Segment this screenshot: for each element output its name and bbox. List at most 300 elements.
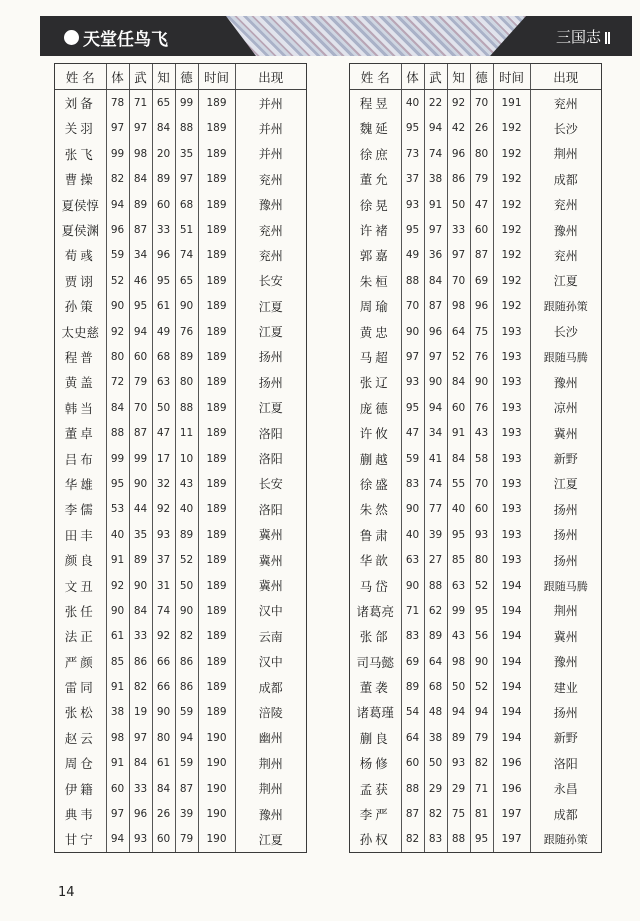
table-row xyxy=(55,395,306,420)
cell-ti: 92 xyxy=(106,319,129,344)
cell-appear: 豫州 xyxy=(530,370,601,395)
cell-zhi: 75 xyxy=(447,801,470,826)
cell-ti: 88 xyxy=(401,268,424,293)
cell-ti: 95 xyxy=(401,116,424,141)
cell-ti: 90 xyxy=(401,497,424,522)
col-header-de: 德 xyxy=(470,64,493,90)
cell-ti: 53 xyxy=(106,497,129,522)
cell-zhi: 60 xyxy=(152,192,175,217)
cell-name: 严颜 xyxy=(64,654,96,670)
cell-wu: 96 xyxy=(129,801,152,826)
cell-zhi: 96 xyxy=(152,243,175,268)
col-header-wu: 武 xyxy=(424,64,447,90)
table-row xyxy=(55,217,306,242)
table-row xyxy=(55,801,306,826)
cell-time: 193 xyxy=(493,522,530,547)
cell-ti: 64 xyxy=(401,725,424,750)
cell-wu: 77 xyxy=(424,497,447,522)
cell-wu: 87 xyxy=(424,294,447,319)
cell-zhi: 92 xyxy=(447,90,470,116)
cell-name: 许攸 xyxy=(359,426,391,442)
cell-ti: 40 xyxy=(401,522,424,547)
cell-wu: 97 xyxy=(129,116,152,141)
cell-appear: 汉中 xyxy=(235,598,306,623)
cell-appear: 兖州 xyxy=(530,243,601,268)
cell-appear: 豫州 xyxy=(530,217,601,242)
cell-wu: 97 xyxy=(129,725,152,750)
cell-de: 90 xyxy=(175,598,198,623)
cell-appear: 长安 xyxy=(235,268,306,293)
cell-de: 70 xyxy=(470,471,493,496)
cell-time: 193 xyxy=(493,395,530,420)
cell-de: 75 xyxy=(470,319,493,344)
cell-ti: 59 xyxy=(401,446,424,471)
cell-time: 190 xyxy=(198,776,235,801)
cell-ti: 40 xyxy=(106,522,129,547)
cell-time: 194 xyxy=(493,624,530,649)
cell-name: 马岱 xyxy=(359,578,391,594)
cell-name: 张飞 xyxy=(64,146,96,162)
cell-time: 193 xyxy=(493,344,530,369)
cell-time: 192 xyxy=(493,192,530,217)
cell-wu: 60 xyxy=(129,344,152,369)
cell-appear: 跟随马腾 xyxy=(530,344,601,369)
cell-time: 189 xyxy=(198,370,235,395)
cell-appear: 冀州 xyxy=(235,547,306,572)
cell-wu: 79 xyxy=(129,370,152,395)
page-gutter xyxy=(0,0,40,921)
cell-zhi: 50 xyxy=(447,674,470,699)
cell-de: 86 xyxy=(175,674,198,699)
page-number: 14 xyxy=(58,885,75,900)
page-header-bar xyxy=(40,16,632,56)
cell-de: 82 xyxy=(470,751,493,776)
cell-ti: 88 xyxy=(106,420,129,445)
cell-name: 朱桓 xyxy=(359,273,391,289)
cell-time: 190 xyxy=(198,725,235,750)
cell-wu: 94 xyxy=(424,395,447,420)
cell-wu: 87 xyxy=(129,217,152,242)
cell-ti: 93 xyxy=(401,192,424,217)
cell-appear: 冀州 xyxy=(235,573,306,598)
cell-zhi: 42 xyxy=(447,116,470,141)
cell-time: 190 xyxy=(198,827,235,852)
cell-appear: 跟随孙策 xyxy=(530,294,601,319)
cell-time: 190 xyxy=(198,801,235,826)
cell-time: 192 xyxy=(493,141,530,166)
cell-de: 76 xyxy=(470,395,493,420)
table-row xyxy=(55,649,306,674)
cell-name: 张郃 xyxy=(359,629,391,645)
cell-zhi: 93 xyxy=(447,751,470,776)
cell-appear: 汉中 xyxy=(235,649,306,674)
cell-name: 夏侯渊 xyxy=(61,223,99,239)
table-row xyxy=(350,243,601,268)
table-row xyxy=(350,801,601,826)
cell-zhi: 37 xyxy=(152,547,175,572)
cell-appear: 云南 xyxy=(235,624,306,649)
cell-wu: 19 xyxy=(129,700,152,725)
cell-appear: 成都 xyxy=(235,674,306,699)
cell-zhi: 66 xyxy=(152,649,175,674)
cell-time: 189 xyxy=(198,522,235,547)
col-header-time: 时间 xyxy=(198,64,235,90)
cell-wu: 84 xyxy=(129,751,152,776)
cell-time: 193 xyxy=(493,547,530,572)
cell-ti: 40 xyxy=(401,90,424,116)
cell-de: 60 xyxy=(470,497,493,522)
table-row xyxy=(350,674,601,699)
cell-de: 59 xyxy=(175,751,198,776)
table-row xyxy=(55,90,306,116)
cell-name: 郭嘉 xyxy=(359,248,391,264)
cell-ti: 96 xyxy=(106,217,129,242)
cell-time: 196 xyxy=(493,776,530,801)
cell-name: 孙权 xyxy=(359,832,391,848)
cell-ti: 95 xyxy=(401,217,424,242)
cell-time: 189 xyxy=(198,446,235,471)
cell-zhi: 89 xyxy=(447,725,470,750)
table-row xyxy=(55,446,306,471)
cell-name: 董袭 xyxy=(359,680,391,696)
cell-name: 董卓 xyxy=(64,426,96,442)
cell-time: 193 xyxy=(493,497,530,522)
cell-name: 关羽 xyxy=(64,121,96,137)
cell-ti: 60 xyxy=(106,776,129,801)
cell-name: 荀彧 xyxy=(64,248,96,264)
cell-wu: 84 xyxy=(424,268,447,293)
cell-appear: 长沙 xyxy=(530,116,601,141)
cell-ti: 87 xyxy=(401,801,424,826)
table-row xyxy=(350,725,601,750)
cell-name: 周瑜 xyxy=(359,299,391,315)
cell-wu: 38 xyxy=(424,167,447,192)
cell-appear: 新野 xyxy=(530,725,601,750)
cell-name: 朱然 xyxy=(359,502,391,518)
table-row xyxy=(55,674,306,699)
col-header-ti: 体 xyxy=(401,64,424,90)
cell-time: 189 xyxy=(198,243,235,268)
cell-ti: 89 xyxy=(401,674,424,699)
cell-appear: 江夏 xyxy=(235,294,306,319)
cell-ti: 97 xyxy=(106,116,129,141)
cell-appear: 冀州 xyxy=(530,624,601,649)
cell-name: 魏延 xyxy=(359,121,391,137)
cell-name: 徐晃 xyxy=(359,197,391,213)
table-row xyxy=(350,547,601,572)
cell-time: 196 xyxy=(493,751,530,776)
cell-zhi: 65 xyxy=(152,90,175,116)
cell-zhi: 61 xyxy=(152,294,175,319)
cell-zhi: 66 xyxy=(152,674,175,699)
cell-de: 70 xyxy=(470,90,493,116)
cell-time: 197 xyxy=(493,801,530,826)
cell-zhi: 63 xyxy=(447,573,470,598)
cell-name: 张任 xyxy=(64,603,96,619)
cell-zhi: 63 xyxy=(152,370,175,395)
cell-time: 189 xyxy=(198,598,235,623)
cell-name: 甘宁 xyxy=(64,832,96,848)
cell-de: 93 xyxy=(470,522,493,547)
table-row xyxy=(55,776,306,801)
cell-name: 马超 xyxy=(359,349,391,365)
cell-zhi: 99 xyxy=(447,598,470,623)
cell-de: 47 xyxy=(470,192,493,217)
cell-appear: 长沙 xyxy=(530,319,601,344)
cell-name: 蒯良 xyxy=(359,730,391,746)
cell-wu: 71 xyxy=(129,90,152,116)
cell-ti: 83 xyxy=(401,471,424,496)
cell-de: 79 xyxy=(175,827,198,852)
cell-zhi: 97 xyxy=(447,243,470,268)
cell-wu: 48 xyxy=(424,700,447,725)
table-row xyxy=(350,522,601,547)
cell-wu: 44 xyxy=(129,497,152,522)
cell-wu: 97 xyxy=(424,344,447,369)
cell-de: 88 xyxy=(175,395,198,420)
cell-appear: 永昌 xyxy=(530,776,601,801)
cell-de: 43 xyxy=(175,471,198,496)
cell-appear: 涪陵 xyxy=(235,700,306,725)
cell-zhi: 68 xyxy=(152,344,175,369)
cell-zhi: 98 xyxy=(447,649,470,674)
table-row xyxy=(350,319,601,344)
cell-appear: 兖州 xyxy=(235,243,306,268)
series-bars-icon xyxy=(605,32,610,44)
table-row xyxy=(350,446,601,471)
series-title xyxy=(556,26,610,47)
cell-de: 26 xyxy=(470,116,493,141)
cell-zhi: 70 xyxy=(447,268,470,293)
cell-wu: 33 xyxy=(129,624,152,649)
cell-zhi: 84 xyxy=(152,116,175,141)
cell-de: 80 xyxy=(470,547,493,572)
cell-ti: 83 xyxy=(401,624,424,649)
cell-ti: 93 xyxy=(401,370,424,395)
cell-time: 189 xyxy=(198,624,235,649)
cell-wu: 86 xyxy=(129,649,152,674)
cell-wu: 94 xyxy=(129,319,152,344)
table-row xyxy=(55,751,306,776)
cell-name: 孙策 xyxy=(64,299,96,315)
cell-appear: 荆州 xyxy=(530,141,601,166)
cell-time: 189 xyxy=(198,420,235,445)
table-row xyxy=(55,598,306,623)
cell-wu: 98 xyxy=(129,141,152,166)
cell-wu: 34 xyxy=(424,420,447,445)
cell-zhi: 26 xyxy=(152,801,175,826)
table-row xyxy=(55,827,306,852)
cell-name: 许褚 xyxy=(359,223,391,239)
cell-name: 黄忠 xyxy=(359,324,391,340)
cell-zhi: 32 xyxy=(152,471,175,496)
table-row xyxy=(55,420,306,445)
cell-ti: 97 xyxy=(401,344,424,369)
cell-wu: 82 xyxy=(424,801,447,826)
cell-ti: 94 xyxy=(106,192,129,217)
cell-ti: 90 xyxy=(401,573,424,598)
cell-appear: 扬州 xyxy=(235,344,306,369)
cell-de: 89 xyxy=(175,522,198,547)
table-row xyxy=(350,649,601,674)
cell-de: 59 xyxy=(175,700,198,725)
cell-wu: 88 xyxy=(424,573,447,598)
cell-de: 51 xyxy=(175,217,198,242)
cell-de: 43 xyxy=(470,420,493,445)
cell-appear: 江夏 xyxy=(235,395,306,420)
cell-de: 99 xyxy=(175,90,198,116)
cell-de: 71 xyxy=(470,776,493,801)
cell-wu: 46 xyxy=(129,268,152,293)
cell-appear: 成都 xyxy=(530,801,601,826)
cell-wu: 94 xyxy=(424,116,447,141)
cell-ti: 88 xyxy=(401,776,424,801)
cell-zhi: 33 xyxy=(152,217,175,242)
cell-de: 97 xyxy=(175,167,198,192)
cell-time: 189 xyxy=(198,674,235,699)
cell-zhi: 95 xyxy=(152,268,175,293)
cell-name: 孟获 xyxy=(359,781,391,797)
cell-wu: 89 xyxy=(129,192,152,217)
cell-zhi: 64 xyxy=(447,319,470,344)
cell-wu: 41 xyxy=(424,446,447,471)
cell-de: 80 xyxy=(470,141,493,166)
cell-de: 58 xyxy=(470,446,493,471)
cell-ti: 98 xyxy=(106,725,129,750)
cell-ti: 91 xyxy=(106,674,129,699)
cell-time: 189 xyxy=(198,700,235,725)
cell-ti: 61 xyxy=(106,624,129,649)
table-row xyxy=(350,700,601,725)
cell-zhi: 95 xyxy=(447,522,470,547)
cell-appear: 豫州 xyxy=(530,649,601,674)
cell-ti: 54 xyxy=(401,700,424,725)
table-header-row xyxy=(350,64,601,90)
cell-name: 华歆 xyxy=(359,553,391,569)
cell-ti: 73 xyxy=(401,141,424,166)
cell-time: 194 xyxy=(493,674,530,699)
cell-time: 193 xyxy=(493,370,530,395)
cell-zhi: 74 xyxy=(152,598,175,623)
cell-wu: 35 xyxy=(129,522,152,547)
col-header-appear: 出现 xyxy=(530,64,601,90)
cell-appear: 江夏 xyxy=(235,319,306,344)
cell-zhi: 94 xyxy=(447,700,470,725)
cell-de: 35 xyxy=(175,141,198,166)
cell-time: 193 xyxy=(493,319,530,344)
col-header-name: 姓 名 xyxy=(350,64,401,90)
cell-appear: 洛阳 xyxy=(235,497,306,522)
cell-ti: 94 xyxy=(106,827,129,852)
table-row xyxy=(55,141,306,166)
cell-wu: 39 xyxy=(424,522,447,547)
cell-name: 田丰 xyxy=(64,527,96,543)
col-header-wu: 武 xyxy=(129,64,152,90)
cell-wu: 87 xyxy=(129,420,152,445)
table-row xyxy=(55,116,306,141)
cell-de: 90 xyxy=(175,294,198,319)
cell-time: 192 xyxy=(493,167,530,192)
cell-appear: 扬州 xyxy=(530,522,601,547)
cell-wu: 90 xyxy=(424,370,447,395)
cell-appear: 豫州 xyxy=(235,801,306,826)
cell-de: 76 xyxy=(470,344,493,369)
cell-time: 192 xyxy=(493,217,530,242)
cell-wu: 96 xyxy=(424,319,447,344)
cell-ti: 99 xyxy=(106,446,129,471)
cell-time: 189 xyxy=(198,573,235,598)
cell-time: 189 xyxy=(198,268,235,293)
cell-name: 夏侯惇 xyxy=(61,197,99,213)
cell-de: 88 xyxy=(175,116,198,141)
cell-de: 96 xyxy=(470,294,493,319)
cell-de: 95 xyxy=(470,598,493,623)
cell-appear: 扬州 xyxy=(530,547,601,572)
cell-appear: 建业 xyxy=(530,674,601,699)
table-row xyxy=(55,268,306,293)
cell-time: 189 xyxy=(198,294,235,319)
cell-appear: 兖州 xyxy=(530,90,601,116)
cell-ti: 47 xyxy=(401,420,424,445)
cell-wu: 74 xyxy=(424,141,447,166)
cell-de: 74 xyxy=(175,243,198,268)
cell-name: 蒯越 xyxy=(359,451,391,467)
cell-zhi: 91 xyxy=(447,420,470,445)
cell-zhi: 88 xyxy=(447,827,470,852)
cell-wu: 99 xyxy=(129,446,152,471)
cell-zhi: 49 xyxy=(152,319,175,344)
cell-name: 吕布 xyxy=(64,451,96,467)
cell-ti: 59 xyxy=(106,243,129,268)
series-title-text: 三国志 xyxy=(555,28,601,46)
cell-zhi: 50 xyxy=(447,192,470,217)
cell-name: 伊籍 xyxy=(64,781,96,797)
cell-time: 189 xyxy=(198,471,235,496)
cell-wu: 84 xyxy=(129,598,152,623)
cell-ti: 80 xyxy=(106,344,129,369)
cell-zhi: 55 xyxy=(447,471,470,496)
cell-zhi: 93 xyxy=(152,522,175,547)
cell-zhi: 40 xyxy=(447,497,470,522)
cell-wu: 38 xyxy=(424,725,447,750)
cell-wu: 93 xyxy=(129,827,152,852)
cell-zhi: 43 xyxy=(447,624,470,649)
cell-name: 曹操 xyxy=(64,172,96,188)
cell-zhi: 92 xyxy=(152,624,175,649)
cell-time: 193 xyxy=(493,446,530,471)
table-row xyxy=(350,167,601,192)
col-header-ti: 体 xyxy=(106,64,129,90)
cell-time: 190 xyxy=(198,751,235,776)
cell-ti: 49 xyxy=(401,243,424,268)
cell-appear: 跟随孙策 xyxy=(530,827,601,852)
col-header-name: 姓 名 xyxy=(55,64,106,90)
cell-wu: 29 xyxy=(424,776,447,801)
table-row xyxy=(55,522,306,547)
cell-name: 杨修 xyxy=(359,756,391,772)
cell-de: 79 xyxy=(470,167,493,192)
cell-ti: 82 xyxy=(401,827,424,852)
cell-wu: 90 xyxy=(129,573,152,598)
table-row xyxy=(55,547,306,572)
table-row xyxy=(55,344,306,369)
cell-appear: 成都 xyxy=(530,167,601,192)
cell-zhi: 84 xyxy=(447,446,470,471)
cell-name: 程昱 xyxy=(359,96,391,112)
table-row xyxy=(55,319,306,344)
cell-zhi: 17 xyxy=(152,446,175,471)
cell-de: 65 xyxy=(175,268,198,293)
